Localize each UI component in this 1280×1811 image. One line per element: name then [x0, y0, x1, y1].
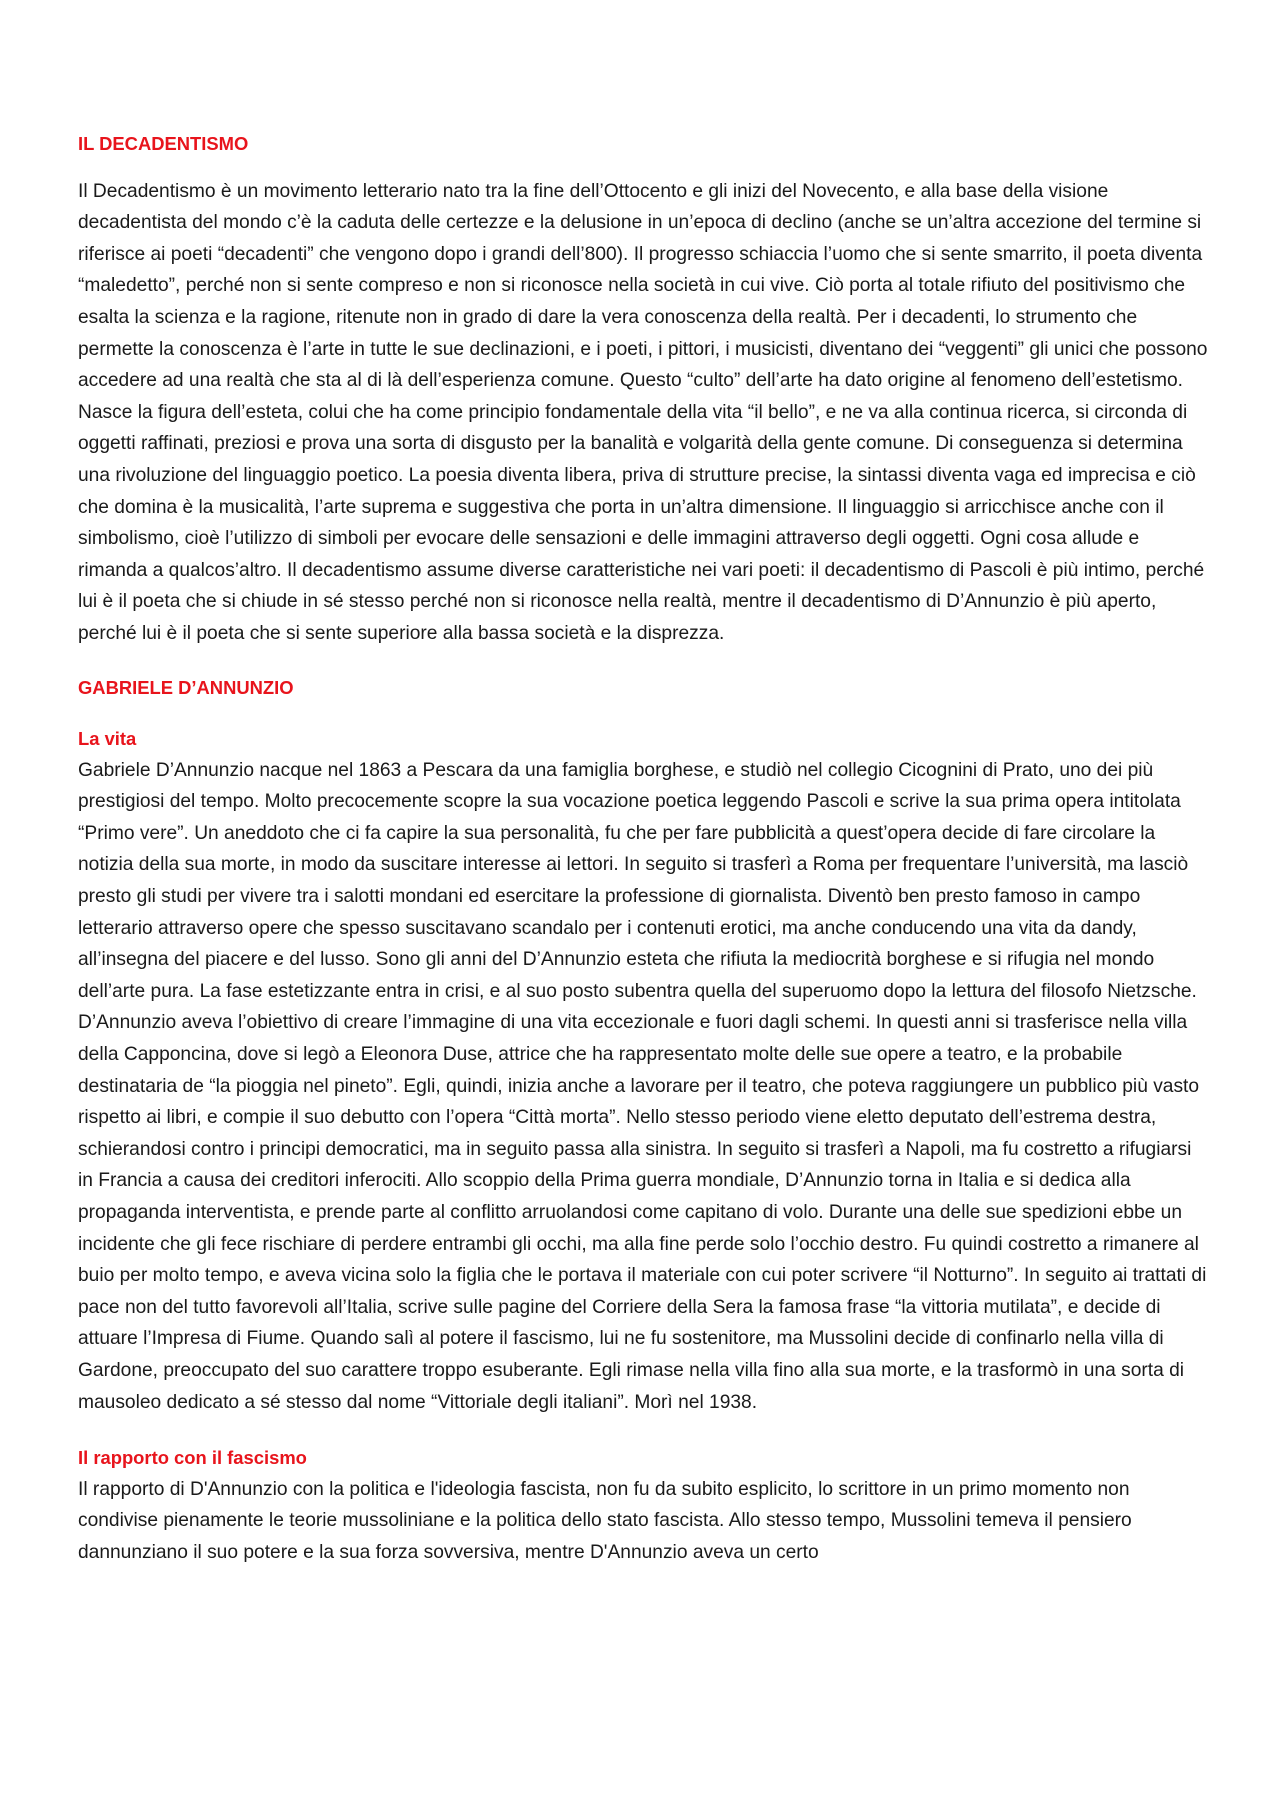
section-heading-decadentismo: IL DECADENTISMO — [78, 133, 249, 154]
paragraph-decadentismo: Il Decadentismo è un movimento letterario nato tra la fine dell’Ottocento e gli inizi del Novecento, e alla base della visione decadentista del mondo c’è la caduta delle certezze e la delusione in un’epoca di declino (anche se un’altra accezione del termine si riferisce ai poeti “decadenti” che vengono dopo i grandi dell’800). Il progresso schiaccia l’uomo che si sente smarrito, il poeta diventa “maledetto”, perché non si sente compreso e non si riconosce nella società in cui vive. Ciò porta al totale rifiuto del positivismo che esalta la scienza e la ragione, ritenute non in grado di dare la vera conoscenza della realtà. Per i decadenti, lo strumento che permette la conoscenza è l’arte in tutte le sue declinazioni, e i poeti, i pittori, i musicisti, diventano dei “veggenti” gli unici che possono accedere ad una realtà che sta al di là dell’esperienza comune. Questo “culto” dell’arte ha dato origine al fenomeno dell’estetismo. Nasce la figura dell’esteta, colui che ha come principio fondamentale della vita “il bello”, e ne va alla continua ricerca, si circonda di oggetti raffinati, preziosi e prova una sorta di disgusto per la banalità e volgarità della gente comune. Di conseguenza si determina una rivoluzione del linguaggio poetico. La poesia diventa libera, priva di strutture precise, la sintassi diventa vaga ed imprecisa e ciò che domina è la musicalità, l’arte suprema e suggestiva che porta in un’altra dimensione. Il linguaggio si arricchisce anche con il simbolismo, cioè l’utilizzo di simboli per evocare delle sensazioni e delle immagini attraverso degli oggetti. Ogni cosa allude e rimanda a qualcos’altro. Il decadentismo assume diverse caratteristiche nei vari poeti: il decadentismo di Pascoli è più intimo, perché lui è il poeta che si chiude in sé stesso perché non si riconosce nella realtà, mentre il decadentismo di D’Annunzio è più aperto, perché lui è il poeta che si sente superiore alla bassa società e la disprezza. — [78, 180, 1208, 644]
paragraph-la-vita: Gabriele D’Annunzio nacque nel 1863 a Pescara da una famiglia borghese, e studiò nel collegio Cicognini di Prato, uno dei più prestigiosi del tempo. Molto precocemente scopre la sua vocazione poetica leggendo Pascoli e scrive la sua prima opera intitolata “Primo vere”. Un aneddoto che ci fa capire la sua personalità, fu che per fare pubblicità a quest’opera decide di fare circolare la notizia della sua morte, in modo da suscitare interesse ai lettori. In seguito si trasferì a Roma per frequentare l’università, ma lasciò presto gli studi per vivere tra i salotti mondani ed esercitare la professione di giornalista. Diventò ben presto famoso in campo letterario attraverso opere che spesso suscitavano scandalo per i contenuti erotici, ma anche conducendo una vita da dandy, all’insegna del piacere e del lusso. Sono gli anni del D’Annunzio esteta che rifiuta la mediocrità borghese e si rifugia nel mondo dell’arte pura. La fase estetizzante entra in crisi, e al suo posto subentra quella del superuomo dopo la lettura del filosofo Nietzsche. D’Annunzio aveva l’obiettivo di creare l’immagine di una vita eccezionale e fuori dagli schemi. In questi anni si trasferisce nella villa della Capponcina, dove si legò a Eleonora Duse, attrice che ha rappresentato molte delle sue opere a teatro, e la probabile destinataria de “la pioggia nel pineto”. Egli, quindi, inizia anche a lavorare per il teatro, che poteva raggiungere un pubblico più vasto rispetto ai libri, e compie il suo debutto con l’opera “Città morta”. Nello stesso periodo viene eletto deputato dell’estrema destra, schierandosi contro i principi democratici, ma in seguito passa alla sinistra. In seguito si trasferì a Napoli, ma fu costretto a rifugiarsi in Francia a causa dei creditori inferociti. Allo scoppio della Prima guerra mondiale, D’Annunzio torna in Italia e si dedica alla propaganda interventista, e prende parte al conflitto arruolandosi come capitano di volo. Durante una delle sue spedizioni ebbe un incidente che gli fece rischiare di perdere entrambi gli occhi, ma alla fine perde solo l’occhio destro. Fu quindi costretto a rimanere al buio per molto tempo, e aveva vicina solo la figlia che le portava il materiale con cui poter scrivere “il Notturno”. In seguito ai trattati di pace non del tutto favorevoli all’Italia, scrive sulle pagine del Corriere della Sera la famosa frase “la vittoria mutilata”, e decide di attuare l’Impresa di Fiume. Quando salì al potere il fascismo, lui ne fu sostenitore, ma Mussolini decide di confinarlo nella villa di Gardone, preoccupato del suo carattere troppo esuberante. Egli rimase nella villa fino alla sua morte, e la trasformò in una sorta di mausoleo dedicato a sé stesso dal nome “Vittoriale degli italiani”. Morì nel 1938. — [78, 759, 1207, 1413]
paragraph-rapporto-fascismo: Il rapporto di D'Annunzio con la politica e l'ideologia fascista, non fu da subito esplicito, lo scrittore in un primo momento non condivise pienamente le teorie mussoliniane e la politica dello stato fascista. Allo stesso tempo, Mussolini temeva il pensiero dannunziano il suo potere e la sua forza sovversiva, mentre D'Annunzio aveva un certo — [78, 1478, 1132, 1563]
section-heading-gabriele-dannunzio: GABRIELE D’ANNUNZIO — [78, 676, 294, 698]
document-page — [78, 128, 1208, 1569]
subsection-heading-la-vita: La vita — [78, 728, 137, 750]
subsection-heading-rapporto-fascismo: Il rapporto con il fascismo — [78, 1447, 307, 1469]
